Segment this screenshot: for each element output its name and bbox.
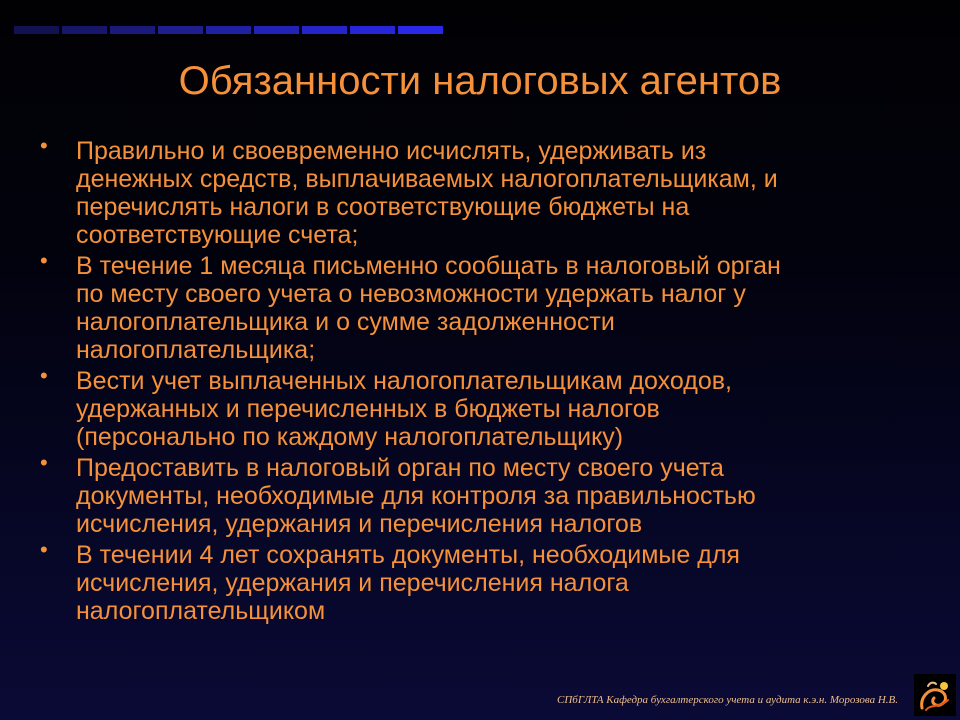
bullet-text: Предоставить в налоговый орган по месту своего учета документы, необходимые для контроля за правильностью исчисления, удержания и перечисления налогов — [76, 454, 756, 538]
top-bar-segment — [206, 26, 251, 34]
bullet-text: В течении 4 лет сохранять документы, необходимые для исчисления, удержания и перечисления налога налогоплательщиком — [76, 541, 740, 625]
slide-title: Обязанности налоговых агентов — [178, 59, 782, 103]
bullet-item — [40, 450, 920, 538]
top-bar-segment — [158, 26, 203, 34]
top-bar-segment — [110, 26, 155, 34]
bullet-item — [40, 248, 920, 364]
bullet-text: Вести учет выплаченных налогоплательщикам доходов, удержанных и перечисленных в бюджеты налогов (персонально по каждому налогоплательщику) — [76, 367, 732, 451]
bullet-list — [40, 133, 920, 628]
decorative-top-bar — [14, 26, 443, 34]
bullet-item — [40, 537, 920, 625]
footer-credit: СПбГЛТА Кафедра бухгалтерского учета и аудита к.э.н. Морозова Н.В. — [557, 694, 898, 706]
bullet-marker: • — [40, 450, 48, 475]
bullet-marker: • — [40, 537, 48, 562]
top-bar-segment — [62, 26, 107, 34]
bullet-marker: • — [40, 133, 48, 158]
bullet-item — [40, 363, 920, 451]
top-bar-segment — [254, 26, 299, 34]
bullet-text: В течение 1 месяца письменно сообщать в налоговый орган по месту своего учета о невозможности удержать налог у налогоплательщика и о сумме задолженности налогоплательщика; — [76, 252, 781, 364]
top-bar-segment — [350, 26, 395, 34]
bullet-marker: • — [40, 363, 48, 388]
top-bar-segment — [398, 26, 443, 34]
flame-swirl-logo-icon — [914, 674, 956, 716]
bullet-marker: • — [40, 248, 48, 273]
bullet-item — [40, 133, 920, 249]
top-bar-segment — [302, 26, 347, 34]
bullet-text: Правильно и своевременно исчислять, удерживать из денежных средств, выплачиваемых налогоплательщикам, и перечислять налоги в соответствующие бюджеты на соответствующие счета; — [76, 137, 778, 249]
top-bar-segment — [14, 26, 59, 34]
